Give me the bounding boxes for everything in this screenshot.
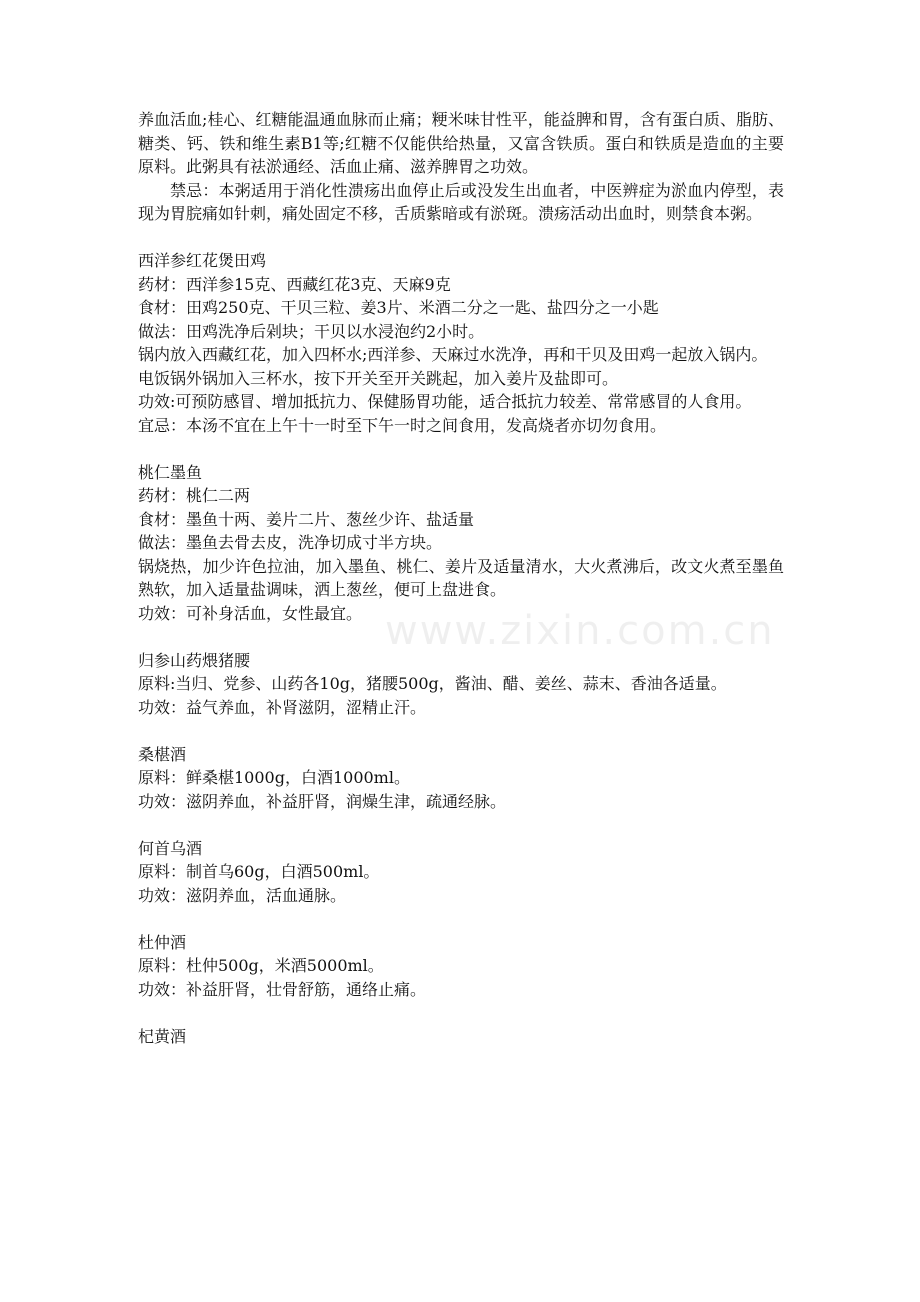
recipe-line-method: 做法：墨鱼去骨去皮，洗净切成寸半方块。 [138,533,443,552]
recipe-title: 何首乌酒 [138,838,203,858]
recipe-line-step: 电饭锅外锅加入三杯水，按下开关至开关跳起，加入姜片及盐即可。 [138,368,619,388]
recipe-title: 西洋参红花煲田鸡 [138,251,267,270]
recipe-title: 杞黄酒 [138,1026,187,1046]
section-gap [138,226,784,250]
recipe-title: 杜仲酒 [138,932,187,952]
recipe-section-3 [138,649,784,720]
section-gap [138,437,784,461]
section-gap [138,719,784,743]
recipe-line-step: 锅内放入西藏红花，加入四杯水;西洋参、天麻过水洗净，再和干贝及田鸡一起放入锅内。 [138,345,768,364]
recipe-line-ingredients: 原料：杜仲500g，米酒5000ml。 [138,956,384,975]
recipe-title: 桑椹酒 [138,744,187,764]
recipe-line-step: 锅烧热，加少许色拉油，加入墨鱼、桃仁、姜片及适量清水，大火煮沸后，改文火煮至墨鱼熟软，加入适量盐调味，洒上葱丝，便可上盘进食。 [138,556,784,599]
recipe-line-ingredients: 食材：田鸡250克、干贝三粒、姜3片、米酒二分之一匙、盐四分之一小匙 [138,298,659,317]
recipe-line-effect: 功效:可预防感冒、增加抵抗力、保健肠胃功能，适合抵抗力较差、常常感冒的人食用。 [138,392,752,411]
recipe-line-effect: 功效：滋阴养血，活血通脉。 [138,885,347,905]
section-gap [138,813,784,837]
intro-paragraph: 养血活血;桂心、红糖能温通血脉而止痛；粳米味甘性平，能益脾和胃，含有蛋白质、脂肪、糖类、钙、铁和维生素B1等;红糖不仅能供给热量，又富含铁质。蛋白和铁质是造血的主要原料。此粥具有祛淤通经、活血止痛、滋养脾胃之功效。 [138,110,784,176]
recipe-line-herbs: 药材：西洋参15克、西藏红花3克、天麻9克 [138,274,451,294]
recipe-line-ingredients: 食材：墨鱼十两、姜片二片、葱丝少许、盐适量 [138,509,475,529]
recipe-line-ingredients: 原料：制首乌60g，白酒500ml。 [138,862,380,881]
recipe-section-5 [138,837,784,908]
recipe-section-1 [138,249,784,437]
recipe-line-caution: 宜忌：本汤不宜在上午十一时至下午一时之间食用，发高烧者亦切勿食用。 [138,415,667,435]
recipe-line-method: 做法：田鸡洗净后剁块；干贝以水浸泡约2小时。 [138,321,485,341]
recipe-line-effect: 功效：益气养血，补肾滋阴，涩精止汗。 [138,697,427,717]
recipe-section-6 [138,931,784,1002]
recipe-line-herbs: 药材：桃仁二两 [138,486,251,505]
section-gap [138,907,784,931]
section-gap [138,625,784,649]
section-gap [138,1001,784,1025]
recipe-line-effect: 功效：可补身活血，女性最宜。 [138,603,363,623]
recipe-line-effect: 功效：滋阴养血，补益肝肾，润燥生津，疏通经脉。 [138,791,507,811]
document-body [138,108,784,1048]
recipe-section-4 [138,743,784,814]
recipe-line-ingredients: 原料:当归、党参、山药各10g，猪腰500g，酱油、醋、姜丝、蒜末、香油各适量。 [138,674,727,693]
contraindication-paragraph: 禁忌：本粥适用于消化性溃疡出血停止后或没发生出血者，中医辨症为淤血内停型，表现为胃脘痛如针刺，痛处固定不移，舌质紫暗或有淤斑。溃疡活动出血时，则禁食本粥。 [138,180,784,223]
recipe-line-ingredients: 原料：鲜桑椹1000g，白酒1000ml。 [138,768,410,787]
watermark-text: www.zixin.com.cn [385,608,775,654]
recipe-title: 桃仁墨鱼 [138,462,203,482]
recipe-section-2 [138,461,784,626]
recipe-title: 归参山药煨猪腰 [138,650,251,670]
recipe-line-effect: 功效：补益肝肾，壮骨舒筋，通络止痛。 [138,979,427,999]
recipe-section-7 [138,1025,784,1049]
